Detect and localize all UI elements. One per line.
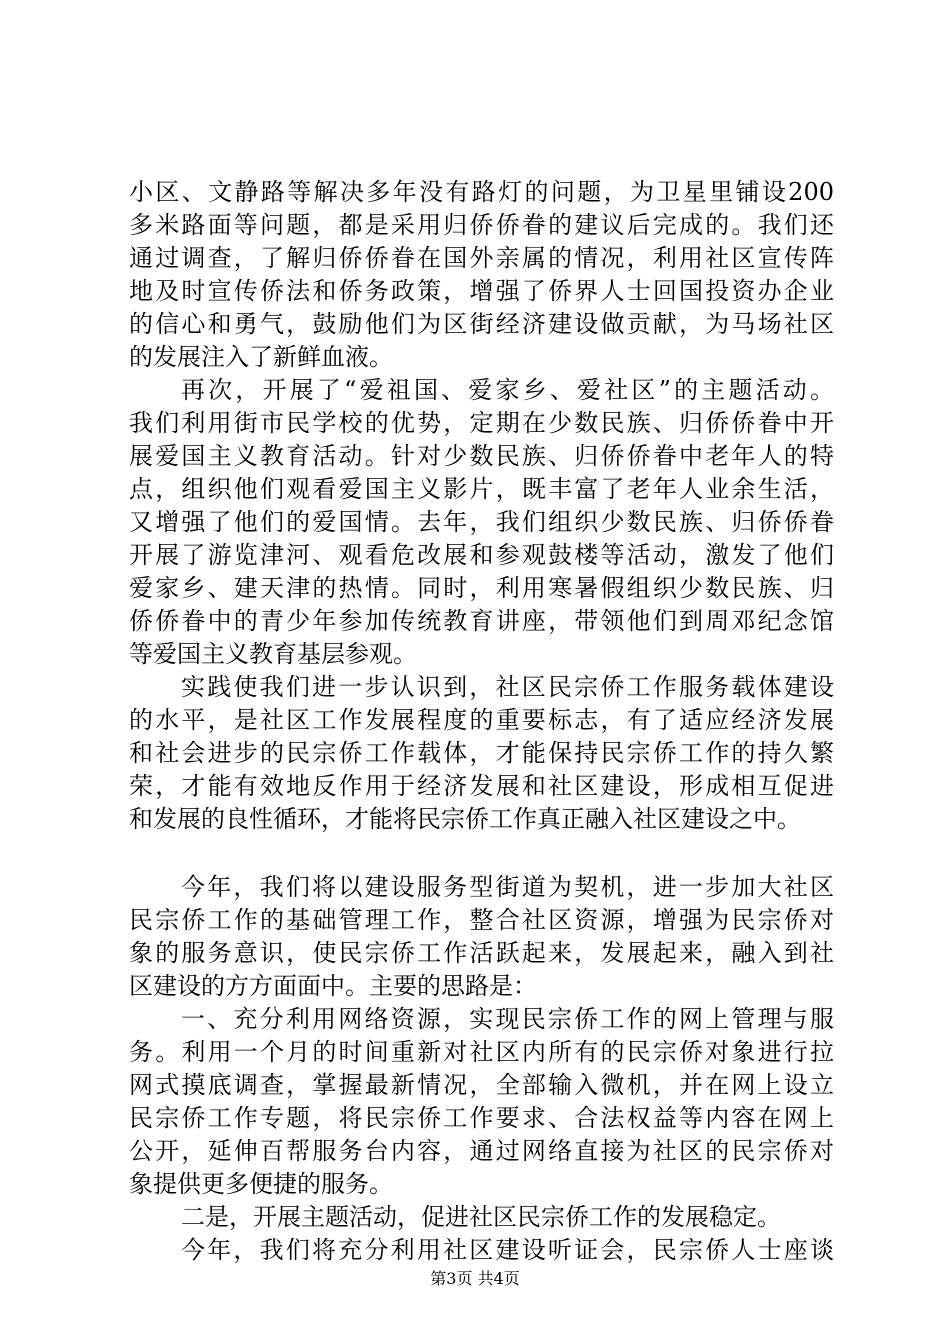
text-line: 实践使我们进一步认识到，社区民宗侨工作服务载体建设	[181, 673, 834, 701]
text-line: 爱家乡、建天津的热情。同时，利用寒暑假组织少数民族、归	[129, 574, 834, 602]
page-footer: 第3页 共4页	[430, 1269, 520, 1288]
document-body	[129, 176, 834, 1267]
text-line: 象提供更多便捷的服务。	[129, 1170, 393, 1198]
text-line: 侨侨眷中的青少年参加传统教育讲座，带领他们到周邓纪念馆	[129, 607, 834, 635]
text-line: 公开，延伸百帮服务台内容，通过网络直接为社区的民宗侨对	[129, 1137, 834, 1165]
text-line: 象的服务意识，使民宗侨工作活跃起来，发展起来，融入到社	[129, 939, 834, 967]
text-line: 民宗侨工作专题，将民宗侨工作要求、合法权益等内容在网上	[129, 1104, 834, 1132]
text-line: 今年，我们将以建设服务型街道为契机，进一步加大社区	[181, 873, 834, 901]
text-line: 荣，才能有效地反作用于经济发展和社区建设，形成相互促进	[129, 772, 834, 800]
text-line: 通过调查，了解归侨侨眷在国外亲属的情况，利用社区宣传阵	[129, 244, 834, 272]
text-line: 的信心和勇气，鼓励他们为区街经济建设做贡献，为马场社区	[129, 310, 834, 338]
text-line: 再次，开展了“爱祖国、爱家乡、爱社区”的主题活动。	[181, 376, 834, 404]
blank-line	[129, 836, 834, 871]
text-line: 网式摸底调查，掌握最新情况，全部输入微机，并在网上设立	[129, 1071, 834, 1099]
text-line: 二是，开展主题活动，促进社区民宗侨工作的发展稳定。	[181, 1203, 781, 1231]
text-line: 务。利用一个月的时间重新对社区内所有的民宗侨对象进行拉	[129, 1038, 834, 1066]
text-line: 展爱国主义教育活动。针对少数民族、归侨侨眷中老年人的特	[129, 442, 834, 470]
text-line: 地及时宣传侨法和侨务政策，增强了侨界人士回国投资办企业	[129, 277, 834, 305]
text-line: 和社会进步的民宗侨工作载体，才能保持民宗侨工作的持久繁	[129, 739, 834, 767]
text-line: 一、充分利用网络资源，实现民宗侨工作的网上管理与服	[181, 1005, 834, 1033]
text-line: 开展了游览津河、观看危改展和参观鼓楼等活动，激发了他们	[129, 541, 834, 569]
text-line: 的水平，是社区工作发展程度的重要标志，有了适应经济发展	[129, 706, 834, 734]
text-line: 的发展注入了新鲜血液。	[129, 343, 393, 371]
text-line: 等爱国主义教育基层参观。	[129, 640, 417, 668]
text-line: 今年，我们将充分利用社区建设听证会，民宗侨人士座谈	[181, 1236, 834, 1264]
text-line: 多米路面等问题，都是采用归侨侨眷的建议后完成的。我们还	[129, 211, 834, 239]
text-line: 小区、文静路等解决多年没有路灯的问题，为卫星里铺设200	[129, 178, 834, 206]
text-line: 民宗侨工作的基础管理工作，整合社区资源，增强为民宗侨对	[129, 906, 834, 934]
text-line: 区建设的方方面面中。主要的思路是：	[129, 972, 537, 1000]
text-line: 点，组织他们观看爱国主义影片，既丰富了老年人业余生活，	[129, 475, 834, 503]
text-line: 和发展的良性循环，才能将民宗侨工作真正融入社区建设之中。	[129, 805, 801, 833]
text-line: 又增强了他们的爱国情。去年，我们组织少数民族、归侨侨眷	[129, 508, 834, 536]
text-line: 我们利用街市民学校的优势，定期在少数民族、归侨侨眷中开	[129, 409, 834, 437]
